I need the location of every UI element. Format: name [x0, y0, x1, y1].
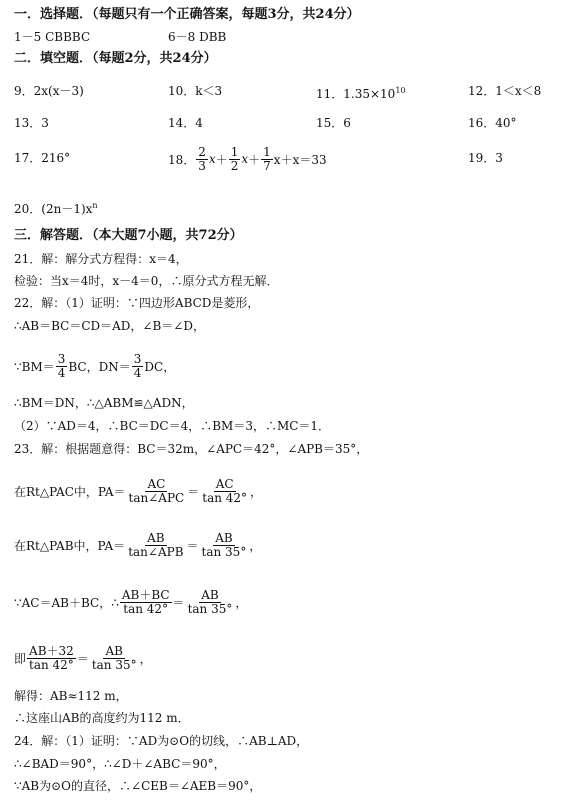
fraction-numerator: AB	[147, 530, 165, 545]
text-segment: BC，DN＝	[68, 359, 131, 374]
fraction-denominator: 2	[230, 158, 239, 173]
fraction-numerator: 2	[198, 144, 206, 159]
solution-line: 23．解：根据题意得：BC＝32m，∠APC＝42°，∠APB＝35°，	[14, 442, 369, 456]
fraction-numerator: AB	[201, 587, 219, 602]
solution-line: ∴这座山AB的高度约为112 m．	[14, 711, 190, 725]
fraction-numerator: 3	[133, 351, 142, 366]
fraction-denominator: tan 35°	[91, 657, 137, 672]
fraction	[127, 478, 187, 505]
fraction	[186, 589, 235, 616]
solution-line: ∴BM＝DN，∴△ABM≌△ADN，	[14, 396, 194, 410]
plus-sign: ＋	[248, 152, 261, 167]
text-segment: 在Rt△PAB中，PA＝	[14, 538, 126, 553]
solution-line: ∵AB为⊙O的直径，∴∠CEB＝∠AEB＝90°，	[14, 779, 262, 793]
solution-line-fraction	[14, 349, 175, 383]
solution-line-fraction	[14, 473, 262, 509]
section-2-title: 二．填空题．（每题2分，共24分）	[14, 51, 217, 66]
equals-sign: ＝	[172, 595, 185, 610]
solution-line-fraction	[14, 640, 152, 676]
fraction-1-2	[229, 146, 241, 173]
fraction-denominator: 3	[198, 158, 206, 173]
answer-18-tail: x＋x＝33	[273, 152, 327, 167]
answer-17: 17．216°	[14, 151, 71, 165]
plus-sign: ＋	[215, 152, 228, 167]
solution-line: ∴AB＝BC＝CD＝AD，∠B＝∠D，	[14, 319, 205, 333]
fraction	[200, 532, 249, 559]
answer-18	[168, 144, 327, 174]
fraction-numerator: AB	[105, 643, 123, 658]
fraction-denominator: tan 42°	[29, 657, 74, 672]
answer-12: 12．1＜x＜8	[468, 84, 542, 98]
text-segment: DC，	[144, 359, 176, 374]
answer-11-exponent: 10	[395, 86, 406, 95]
answer-20	[14, 199, 98, 216]
solution-line: 24．解：（1）证明：∵AD为⊙O的切线，∴AB⊥AD，	[14, 734, 309, 748]
solution-line: （2）∵AD＝4，∴BC＝DC＝4，∴BM＝3，∴MC＝1．	[14, 419, 331, 433]
fraction-numerator: AC	[215, 476, 234, 491]
solution-line: 22．解：（1）证明：∵四边形ABCD是菱形，	[14, 296, 260, 310]
answer-14: 14．4	[168, 116, 203, 130]
comma: ，	[250, 484, 263, 499]
fraction-numerator: AB＋BC	[121, 587, 170, 602]
fraction-3-4	[56, 353, 68, 380]
comma: ，	[235, 595, 248, 610]
fraction-denominator: 7	[263, 158, 271, 173]
answer-11-base: 11．1.35×10	[316, 87, 396, 101]
fraction-numerator: AC	[147, 476, 166, 491]
var-x: x	[241, 152, 249, 166]
fraction	[90, 645, 139, 672]
section-1-title: 一．选择题．（每题只有一个正确答案，每题3分，共24分）	[14, 7, 360, 22]
fraction-numerator: 1	[230, 144, 239, 159]
fraction-numerator: 3	[57, 351, 66, 366]
comma: ，	[139, 651, 152, 666]
text-segment: ∵AC＝AB＋BC，∴	[14, 595, 119, 610]
fraction	[200, 478, 249, 505]
solution-line-fraction	[14, 527, 261, 563]
fraction	[126, 532, 185, 559]
answer-18-label: 18．	[168, 152, 196, 167]
answer-10: 10．k＜3	[168, 84, 223, 98]
answer-15: 15．6	[316, 116, 351, 130]
solution-line: 解得：AB≈112 m，	[14, 689, 128, 703]
comma: ，	[249, 538, 262, 553]
answer-13: 13．3	[14, 116, 49, 130]
solution-line-fraction	[14, 584, 247, 620]
fraction	[120, 589, 172, 616]
answer-6-8: 6－8 DBB	[168, 30, 227, 44]
answer-16: 16．40°	[468, 116, 517, 130]
text-segment: ∵BM＝	[14, 359, 55, 374]
text-segment: 即	[14, 651, 27, 666]
fraction-denominator: 4	[133, 365, 142, 380]
fraction-3-4	[132, 353, 144, 380]
equals-sign: ＝	[76, 651, 89, 666]
answer-19: 19．3	[468, 151, 503, 165]
fraction-denominator: tan∠APB	[128, 544, 184, 559]
fraction-numerator: AB	[215, 530, 233, 545]
equals-sign: ＝	[187, 484, 200, 499]
text-segment: 在Rt△PAC中，PA＝	[14, 484, 126, 499]
answer-20-exponent: n	[92, 201, 98, 210]
fraction-denominator: tan∠APC	[128, 490, 185, 505]
fraction-denominator: 4	[57, 365, 66, 380]
answer-9: 9．2x(x－3)	[14, 84, 84, 98]
fraction-numerator: AB＋32	[29, 643, 74, 658]
answer-20-base: 20．(2n－1)x	[14, 202, 93, 216]
fraction-2-3	[196, 146, 208, 173]
fraction-1-7	[261, 146, 273, 173]
answer-11	[316, 84, 406, 101]
fraction-denominator: tan 35°	[201, 544, 247, 559]
fraction-denominator: tan 35°	[187, 601, 233, 616]
solution-line: ∴∠BAD＝90°，∴∠D＋∠ABC＝90°，	[14, 757, 226, 771]
fraction-denominator: tan 42°	[123, 601, 169, 616]
fraction	[27, 645, 76, 672]
solution-line: 21．解：解分式方程得：x＝4，	[14, 252, 188, 266]
section-3-title: 三．解答题．（本大题7小题，共72分）	[14, 228, 243, 243]
var-x: x	[208, 152, 216, 166]
answer-1-5: 1－5 CBBBC	[14, 30, 91, 44]
fraction-numerator: 1	[263, 144, 271, 159]
equals-sign: ＝	[186, 538, 199, 553]
fraction-denominator: tan 42°	[202, 490, 248, 505]
solution-line: 检验：当x＝4时，x－4＝0，∴原分式方程无解．	[14, 274, 279, 288]
